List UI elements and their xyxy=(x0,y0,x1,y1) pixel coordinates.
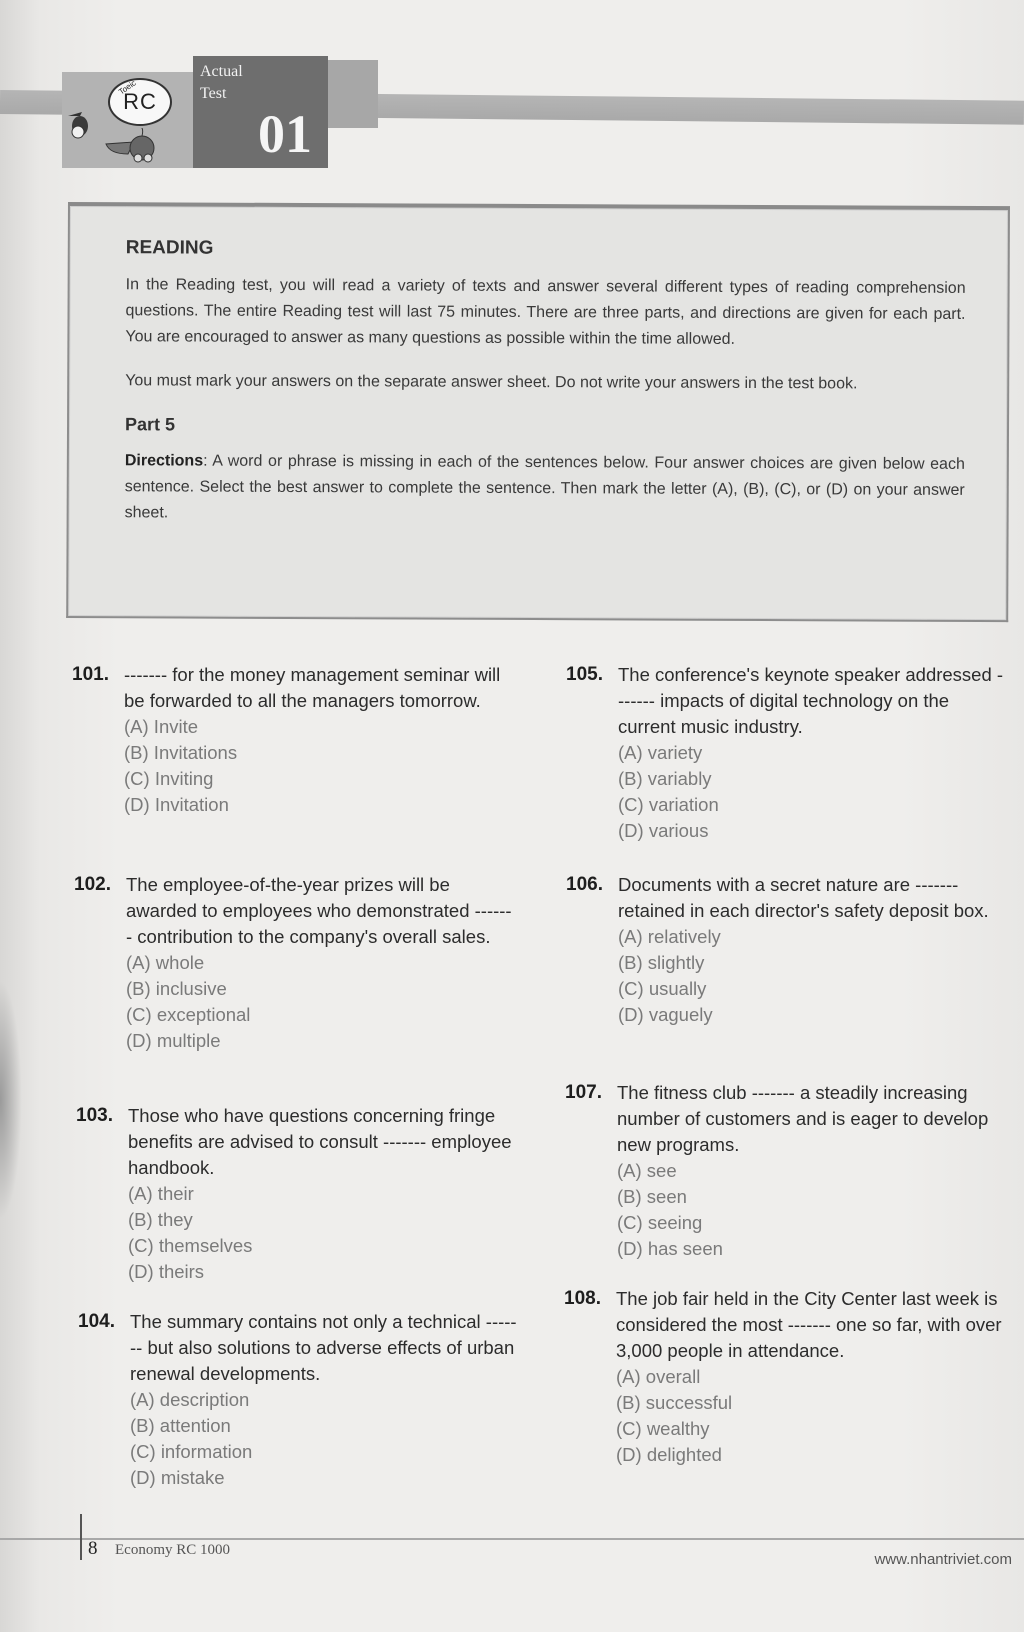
question-105 xyxy=(566,662,1006,844)
rc-speech-bubble xyxy=(108,78,172,126)
car-mascot-icon xyxy=(100,128,162,164)
footer-divider xyxy=(0,1538,1024,1540)
part-heading: Part 5 xyxy=(124,414,176,435)
header-accent-panel xyxy=(328,60,378,128)
website-link: www.nhantriviet.com xyxy=(874,1551,1012,1568)
option-a[interactable]: (A) their xyxy=(128,1183,194,1204)
question-101 xyxy=(72,662,512,818)
question-number: 106. xyxy=(566,874,603,895)
logo-label: RC xyxy=(123,89,157,114)
title-line-actual: Actual xyxy=(200,63,243,80)
option-d[interactable]: (D) delighted xyxy=(616,1444,722,1465)
option-d[interactable]: (D) mistake xyxy=(130,1467,225,1488)
question-stem: The employee-of-the-year prizes will be awarded to employees who demonstrated ------- contribution to the company's overall sales. xyxy=(126,874,512,947)
option-c[interactable]: (C) exceptional xyxy=(126,1004,251,1025)
question-number: 107. xyxy=(565,1082,602,1103)
title-line-test: Test xyxy=(200,85,227,102)
option-a[interactable]: (A) relatively xyxy=(618,926,721,947)
section-heading: READING xyxy=(125,237,214,259)
option-c[interactable]: (C) variation xyxy=(618,794,719,815)
directions-text: : A word or phrase is missing in each of the sentences below. Four answer choices are given below each sentence. Select the best answer to complete the sentence. Then mark the letter (A), (B), (C), or (D) on your answer sheet. xyxy=(124,452,965,522)
directions-label: Directions xyxy=(124,452,204,470)
option-c[interactable]: (C) Inviting xyxy=(124,768,214,789)
question-stem: The conference's keynote speaker addressed ------- impacts of digital technology on the current music industry. xyxy=(618,664,1004,737)
question-number: 102. xyxy=(74,874,111,895)
option-a[interactable]: (A) variety xyxy=(618,742,703,763)
option-d[interactable]: (D) Invitation xyxy=(124,794,229,815)
option-d[interactable]: (D) has seen xyxy=(617,1238,723,1259)
option-b[interactable]: (B) slightly xyxy=(618,952,705,973)
reading-intro-paragraph: In the Reading test, you will read a variety of texts and answer several different types of reading comprehension questions. The entire Reading test will last 75 minutes. There are three parts, and directions are given for each part. You are encouraged to answer as many questions as possible within the time allowed. xyxy=(125,276,966,348)
bird-mascot-icon xyxy=(64,110,92,144)
option-d[interactable]: (D) vaguely xyxy=(618,1004,713,1025)
test-number: 01 xyxy=(258,104,312,164)
question-stem: The job fair held in the City Center last week is considered the most ------- one so far, with over 3,000 people in attendance. xyxy=(616,1288,1002,1361)
question-number: 103. xyxy=(76,1105,113,1126)
footer-tick-mark xyxy=(80,1514,82,1560)
option-a[interactable]: (A) see xyxy=(617,1160,677,1181)
question-stem: The summary contains not only a technical ------- but also solutions to adverse effects of urban renewal developments. xyxy=(130,1311,517,1384)
instructions-box xyxy=(66,202,1010,622)
option-a[interactable]: (A) Invite xyxy=(124,716,199,737)
option-b[interactable]: (B) successful xyxy=(616,1392,733,1413)
question-104 xyxy=(78,1309,518,1491)
option-d[interactable]: (D) various xyxy=(618,820,709,841)
question-number: 105. xyxy=(566,664,603,685)
option-a[interactable]: (A) description xyxy=(130,1389,250,1410)
option-b[interactable]: (B) seen xyxy=(617,1186,687,1207)
question-stem: Those who have questions concerning fringe benefits are advised to consult ------- employee handbook. xyxy=(128,1105,512,1178)
question-106 xyxy=(566,872,1006,1028)
question-number: 101. xyxy=(72,664,109,685)
option-a[interactable]: (A) whole xyxy=(126,952,205,973)
directions-paragraph xyxy=(125,448,965,530)
question-107 xyxy=(565,1080,1005,1262)
option-c[interactable]: (C) wealthy xyxy=(616,1418,710,1439)
option-d[interactable]: (D) theirs xyxy=(128,1261,205,1282)
question-number: 108. xyxy=(564,1288,601,1309)
option-b[interactable]: (B) variably xyxy=(618,768,712,789)
option-c[interactable]: (C) themselves xyxy=(128,1235,253,1256)
option-b[interactable]: (B) attention xyxy=(130,1415,231,1436)
question-stem: Documents with a secret nature are ------- retained in each director's safety deposit box. xyxy=(618,874,989,921)
logo-sublabel: Toeic xyxy=(117,78,138,97)
option-b[interactable]: (B) inclusive xyxy=(126,978,227,999)
book-title: Economy RC 1000 xyxy=(115,1542,230,1558)
question-103 xyxy=(76,1103,516,1285)
question-number: 104. xyxy=(78,1311,115,1332)
page-number: 8 xyxy=(88,1538,98,1559)
option-a[interactable]: (A) overall xyxy=(616,1366,701,1387)
question-102 xyxy=(74,872,514,1054)
question-stem: ------- for the money management seminar will be forwarded to all the managers tomorrow. xyxy=(124,664,501,711)
answer-sheet-paragraph: You must mark your answers on the separate answer sheet. Do not write your answers in the test book. xyxy=(125,372,858,393)
option-c[interactable]: (C) usually xyxy=(618,978,707,999)
page-edge-shadow xyxy=(0,980,22,1220)
option-c[interactable]: (C) information xyxy=(130,1441,253,1462)
option-b[interactable]: (B) they xyxy=(128,1209,193,1230)
question-stem: The fitness club ------- a steadily increasing number of customers and is eager to develop new programs. xyxy=(617,1082,989,1155)
option-c[interactable]: (C) seeing xyxy=(617,1212,703,1233)
question-108 xyxy=(564,1286,1004,1468)
option-d[interactable]: (D) multiple xyxy=(126,1030,221,1051)
option-b[interactable]: (B) Invitations xyxy=(124,742,238,763)
